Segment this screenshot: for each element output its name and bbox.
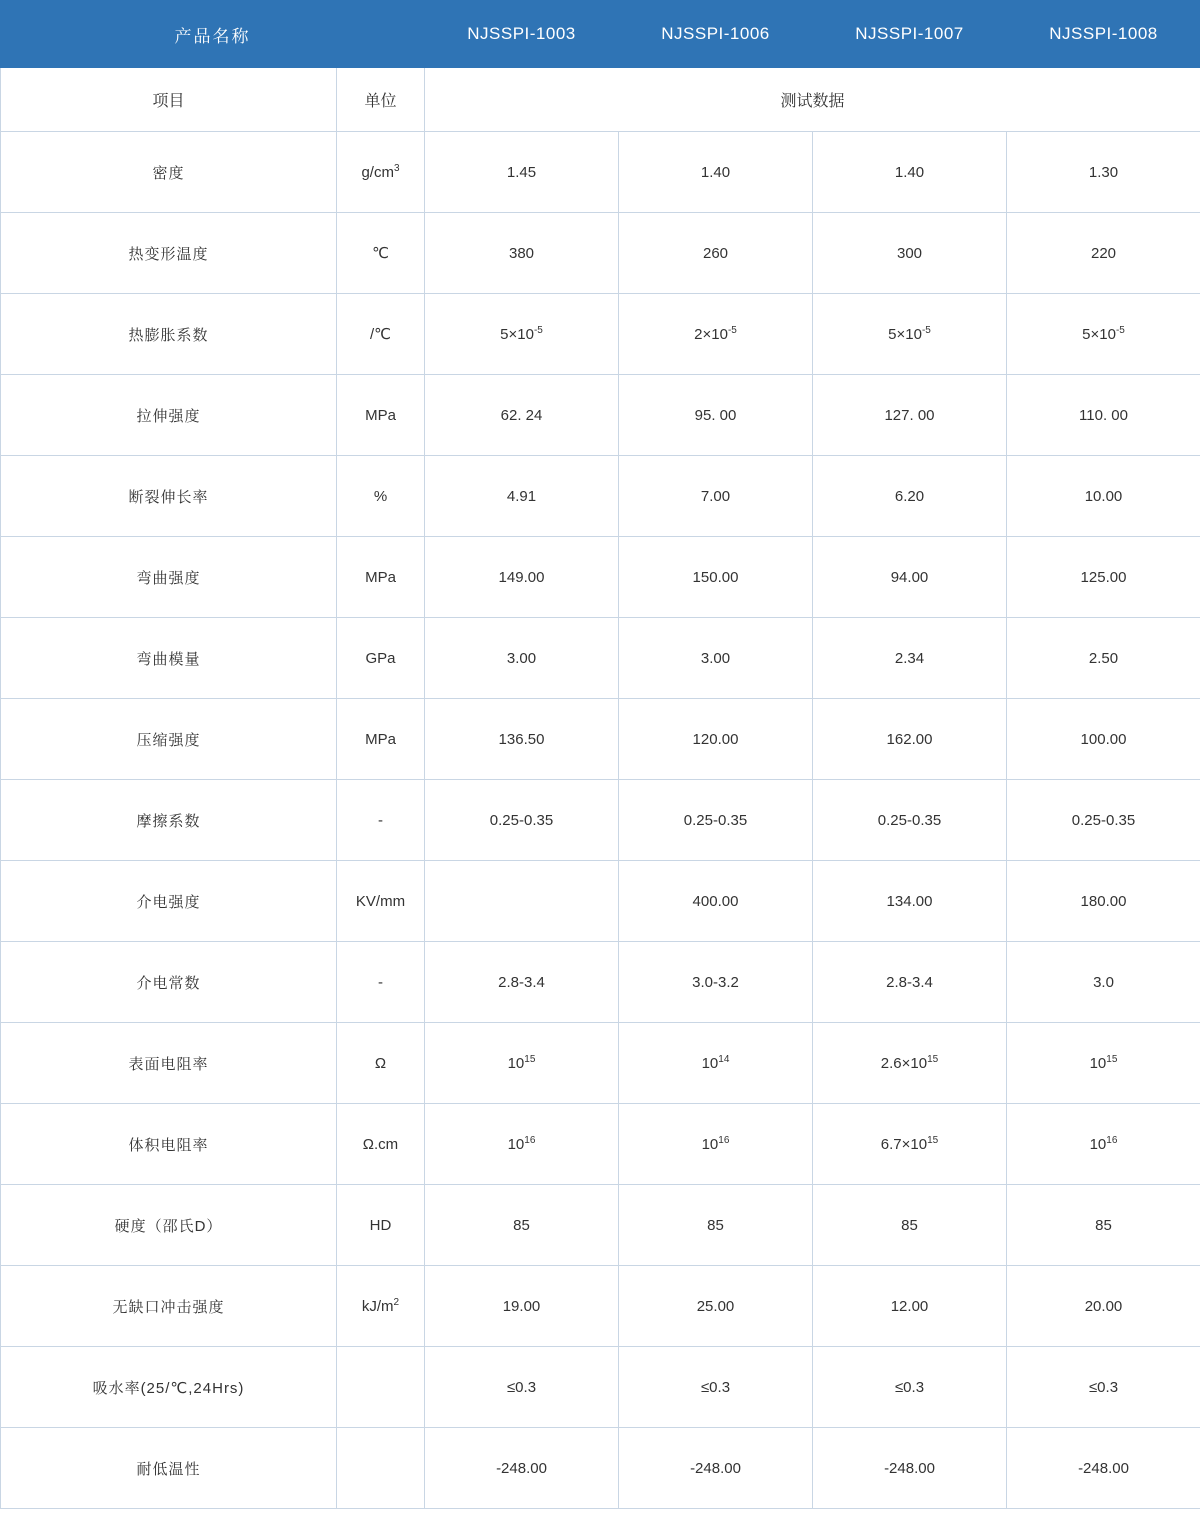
row-value-3: 162.00 [813, 699, 1007, 780]
row-value-2: 3.0-3.2 [619, 942, 813, 1023]
row-value-2: 1.40 [619, 132, 813, 213]
row-value-4: 20.00 [1007, 1266, 1200, 1347]
table-row [1, 456, 1200, 537]
row-unit: - [337, 780, 425, 861]
row-value-1: $10^{16}$ [425, 1104, 619, 1185]
header-product-4: NJSSPI-1008 [1007, 1, 1200, 68]
row-value-1 [425, 861, 619, 942]
row-item-label: 弯曲模量 [1, 618, 337, 699]
row-unit: ℃ [337, 213, 425, 294]
table-row [1, 1023, 1200, 1104]
row-item-label: 热膨胀系数 [1, 294, 337, 375]
row-unit: GPa [337, 618, 425, 699]
row-unit: - [337, 942, 425, 1023]
table-row [1, 1266, 1200, 1347]
row-unit: MPa [337, 537, 425, 618]
row-value-1: 4.91 [425, 456, 619, 537]
row-value-3: $5\times 10^{-5}$ [813, 294, 1007, 375]
table-row [1, 942, 1200, 1023]
table-row [1, 375, 1200, 456]
row-item-label: 硬度（邵氏D） [1, 1185, 337, 1266]
row-value-4: 180.00 [1007, 861, 1200, 942]
row-value-2: $10^{14}$ [619, 1023, 813, 1104]
row-value-1: 1.45 [425, 132, 619, 213]
row-unit: MPa [337, 375, 425, 456]
row-value-4: 85 [1007, 1185, 1200, 1266]
row-value-3: 1.40 [813, 132, 1007, 213]
row-unit: Ω [337, 1023, 425, 1104]
row-value-2: ≤0.3 [619, 1347, 813, 1428]
row-value-2: 7.00 [619, 456, 813, 537]
table-row [1, 861, 1200, 942]
row-value-2: -248.00 [619, 1428, 813, 1509]
row-value-2: $10^{16}$ [619, 1104, 813, 1185]
subheader-unit: 单位 [337, 68, 425, 132]
row-unit [337, 1428, 425, 1509]
row-value-4: 100.00 [1007, 699, 1200, 780]
row-value-1: 149.00 [425, 537, 619, 618]
row-unit: % [337, 456, 425, 537]
row-value-1: 19.00 [425, 1266, 619, 1347]
row-value-2: 95. 00 [619, 375, 813, 456]
row-value-4: 110. 00 [1007, 375, 1200, 456]
row-value-2: 400.00 [619, 861, 813, 942]
row-unit: /℃ [337, 294, 425, 375]
table-body [1, 68, 1200, 1509]
row-value-4: 0.25-0.35 [1007, 780, 1200, 861]
row-value-2: $2\times 10^{-5}$ [619, 294, 813, 375]
row-value-4: $10^{16}$ [1007, 1104, 1200, 1185]
row-value-4: $5\times 10^{-5}$ [1007, 294, 1200, 375]
row-item-label: 弯曲强度 [1, 537, 337, 618]
row-value-3: $6.7\times 10^{15}$ [813, 1104, 1007, 1185]
row-item-label: 吸水率(25/℃,24Hrs) [1, 1347, 337, 1428]
row-item-label: 摩擦系数 [1, 780, 337, 861]
row-value-3: 12.00 [813, 1266, 1007, 1347]
row-value-3: -248.00 [813, 1428, 1007, 1509]
row-item-label: 介电强度 [1, 861, 337, 942]
table-row [1, 1347, 1200, 1428]
row-value-2: 150.00 [619, 537, 813, 618]
row-unit [337, 1347, 425, 1428]
row-value-1: ≤0.3 [425, 1347, 619, 1428]
row-value-3: $2.6\times 10^{15}$ [813, 1023, 1007, 1104]
table-row [1, 1428, 1200, 1509]
row-unit: KV/mm [337, 861, 425, 942]
row-value-4: 1.30 [1007, 132, 1200, 213]
row-value-4: 2.50 [1007, 618, 1200, 699]
row-unit: Ω.cm [337, 1104, 425, 1185]
row-unit: HD [337, 1185, 425, 1266]
row-item-label: 体积电阻率 [1, 1104, 337, 1185]
row-value-1: 3.00 [425, 618, 619, 699]
row-item-label: 无缺口冲击强度 [1, 1266, 337, 1347]
row-value-3: 127. 00 [813, 375, 1007, 456]
row-value-3: 134.00 [813, 861, 1007, 942]
row-value-3: 0.25-0.35 [813, 780, 1007, 861]
row-value-4: 3.0 [1007, 942, 1200, 1023]
row-value-3: 2.8-3.4 [813, 942, 1007, 1023]
subheader-item: 项目 [1, 68, 337, 132]
row-value-1: -248.00 [425, 1428, 619, 1509]
row-value-1: 62. 24 [425, 375, 619, 456]
row-value-3: 2.34 [813, 618, 1007, 699]
row-value-2: 260 [619, 213, 813, 294]
row-value-1: 380 [425, 213, 619, 294]
row-item-label: 表面电阻率 [1, 1023, 337, 1104]
subheader-test-data: 测试数据 [425, 68, 1200, 132]
row-value-4: 10.00 [1007, 456, 1200, 537]
row-item-label: 介电常数 [1, 942, 337, 1023]
row-value-1: 0.25-0.35 [425, 780, 619, 861]
row-value-4: $10^{15}$ [1007, 1023, 1200, 1104]
row-value-4: -248.00 [1007, 1428, 1200, 1509]
row-value-3: ≤0.3 [813, 1347, 1007, 1428]
row-item-label: 压缩强度 [1, 699, 337, 780]
row-value-2: 85 [619, 1185, 813, 1266]
table-row [1, 132, 1200, 213]
row-value-4: 220 [1007, 213, 1200, 294]
row-value-4: 125.00 [1007, 537, 1200, 618]
row-unit: $kJ/m^2$ [337, 1266, 425, 1347]
header-product-name: 产品名称 [1, 1, 425, 68]
row-value-1: 85 [425, 1185, 619, 1266]
row-item-label: 密度 [1, 132, 337, 213]
row-item-label: 断裂伸长率 [1, 456, 337, 537]
table-row [1, 780, 1200, 861]
row-value-3: 94.00 [813, 537, 1007, 618]
table-row [1, 537, 1200, 618]
row-value-1: 136.50 [425, 699, 619, 780]
row-value-3: 6.20 [813, 456, 1007, 537]
row-value-1: $5\times 10^{-5}$ [425, 294, 619, 375]
table-row [1, 699, 1200, 780]
table-header [1, 1, 1200, 68]
table-row [1, 618, 1200, 699]
row-value-1: $10^{15}$ [425, 1023, 619, 1104]
row-value-4: ≤0.3 [1007, 1347, 1200, 1428]
row-value-3: 85 [813, 1185, 1007, 1266]
header-product-1: NJSSPI-1003 [425, 1, 619, 68]
row-item-label: 拉伸强度 [1, 375, 337, 456]
header-product-2: NJSSPI-1006 [619, 1, 813, 68]
table-row [1, 294, 1200, 375]
row-value-2: 3.00 [619, 618, 813, 699]
table-row [1, 1104, 1200, 1185]
table-row [1, 213, 1200, 294]
row-unit: $g/cm^3$ [337, 132, 425, 213]
row-unit: MPa [337, 699, 425, 780]
row-value-1: 2.8-3.4 [425, 942, 619, 1023]
row-item-label: 耐低温性 [1, 1428, 337, 1509]
header-product-3: NJSSPI-1007 [813, 1, 1007, 68]
row-value-2: 120.00 [619, 699, 813, 780]
row-value-2: 25.00 [619, 1266, 813, 1347]
row-value-3: 300 [813, 213, 1007, 294]
header-row [1, 1, 1200, 68]
row-item-label: 热变形温度 [1, 213, 337, 294]
table-row [1, 1185, 1200, 1266]
row-value-2: 0.25-0.35 [619, 780, 813, 861]
subheader-row [1, 68, 1200, 132]
